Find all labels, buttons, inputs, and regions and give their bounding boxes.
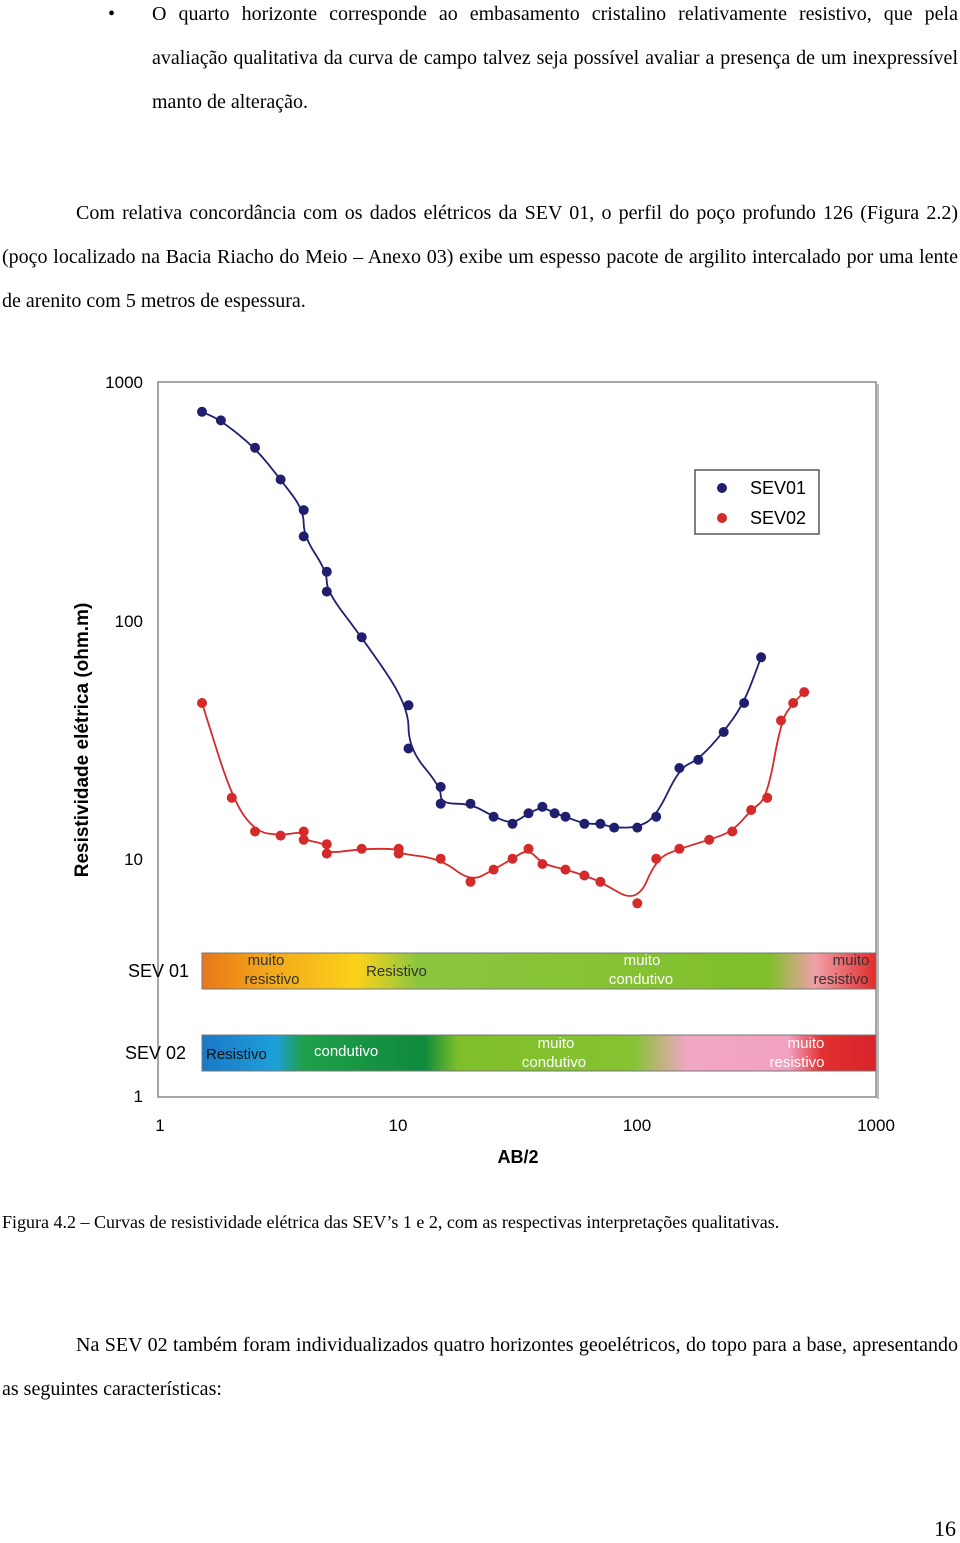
data-point-sev01-29 [756, 652, 766, 662]
data-point-sev01-12 [436, 799, 446, 809]
data-point-sev02-28 [788, 698, 798, 708]
data-point-sev02-8 [357, 844, 367, 854]
data-point-sev02-14 [508, 854, 518, 864]
data-point-sev02-11 [436, 854, 446, 864]
y-tick-labels [105, 373, 143, 1106]
sev01-segment-2: Resistivo [366, 963, 427, 980]
data-point-sev02-10 [394, 849, 404, 859]
data-point-sev02-25 [746, 805, 756, 815]
data-point-sev01-8 [357, 632, 367, 642]
y-tick-10: 10 [124, 850, 143, 869]
data-point-sev02-0 [197, 698, 207, 708]
data-point-sev01-10 [404, 744, 414, 754]
data-point-sev02-27 [776, 716, 786, 726]
sev02-segment-3: muito condutivo [521, 1035, 587, 1071]
sev01-segment-3: muito condutivo [608, 952, 674, 988]
data-point-sev01-20 [579, 819, 589, 829]
y-tick-1000: 1000 [105, 373, 143, 392]
data-point-sev01-4 [299, 505, 309, 515]
x-tick-100: 100 [622, 1116, 652, 1135]
data-point-sev01-16 [524, 808, 534, 818]
data-point-sev01-28 [739, 698, 749, 708]
sev02-segment-1: Resistivo [206, 1046, 267, 1063]
data-point-sev01-3 [276, 475, 286, 485]
legend-label-sev02: SEV02 [750, 508, 807, 528]
data-point-sev02-2 [250, 827, 260, 837]
sev01-segment-1: muito resistivo [244, 952, 300, 988]
data-point-sev02-22 [674, 844, 684, 854]
data-point-sev01-6 [322, 567, 332, 577]
x-axis-label: AB/2 [497, 1147, 539, 1167]
data-point-sev01-27 [719, 727, 729, 737]
interpretation-bar-sev01 [128, 952, 876, 989]
data-point-sev02-15 [524, 844, 534, 854]
data-point-sev02-17 [561, 865, 571, 875]
data-point-sev02-18 [579, 871, 589, 881]
x-tick-labels [155, 1116, 895, 1135]
page-number: 16 [934, 1516, 956, 1541]
y-tick-1: 1 [133, 1087, 143, 1106]
data-point-sev01-2 [250, 443, 260, 453]
data-point-sev02-7 [322, 849, 332, 859]
bar-fill-sev01 [202, 953, 876, 989]
legend-marker-sev02 [717, 513, 727, 523]
interpretation-bar-sev02 [125, 1035, 876, 1071]
data-point-sev01-25 [674, 763, 684, 773]
data-point-sev02-24 [727, 827, 737, 837]
bar-label-sev02: SEV 02 [125, 1043, 187, 1063]
data-point-sev02-16 [537, 859, 547, 869]
paragraph-2-text: Na SEV 02 também foram individualizados quatro horizontes geoelétricos, do topo para a base, apresentando as seguintes características: [2, 1334, 958, 1400]
sev02-segment-2: condutivo [314, 1043, 379, 1060]
paragraph-1-text: Com relativa concordância com os dados elétricos da SEV 01, o perfil do poço profundo 126 (Figura 2.2) (poço localizado na Bacia Riacho do Meio – Anexo 03) exibe um espesso pacote de argilito intercalado por uma lente de arenito com 5 metros de espessura. [2, 202, 958, 312]
legend-label-sev01: SEV01 [750, 478, 807, 498]
data-point-sev01-15 [508, 819, 518, 829]
data-point-sev01-5 [299, 531, 309, 541]
x-tick-10: 10 [388, 1116, 408, 1135]
data-point-sev02-6 [322, 839, 332, 849]
data-point-sev01-17 [537, 802, 547, 812]
data-point-sev01-26 [693, 755, 703, 765]
data-point-sev02-1 [227, 793, 237, 803]
data-point-sev01-9 [404, 700, 414, 710]
data-point-sev01-21 [595, 819, 605, 829]
legend-marker-sev01 [717, 483, 727, 493]
data-point-sev02-19 [595, 877, 605, 887]
data-point-sev01-24 [651, 812, 661, 822]
legend [695, 470, 819, 534]
data-point-sev02-12 [466, 877, 476, 887]
data-point-sev02-13 [489, 865, 499, 875]
data-point-sev02-21 [651, 854, 661, 864]
sev02-segment-4: muito resistivo [769, 1035, 825, 1071]
data-point-sev01-13 [466, 799, 476, 809]
data-point-sev02-20 [632, 898, 642, 908]
x-tick-1000: 1000 [857, 1116, 895, 1135]
y-tick-100: 100 [114, 612, 143, 631]
data-point-sev01-19 [561, 812, 571, 822]
body-paragraph-1 [2, 191, 958, 323]
data-point-sev01-22 [609, 823, 619, 833]
bar-label-sev01: SEV 01 [128, 961, 190, 981]
x-tick-1: 1 [155, 1116, 165, 1135]
data-point-sev02-26 [762, 793, 772, 803]
body-paragraph-2 [2, 1323, 958, 1411]
data-point-sev02-29 [799, 687, 809, 697]
data-point-sev01-23 [632, 823, 642, 833]
bullet-dot-icon: • [108, 3, 116, 25]
data-point-sev01-1 [216, 415, 226, 425]
data-point-sev02-3 [276, 831, 286, 841]
data-point-sev02-5 [299, 835, 309, 845]
figure-caption: Figura 4.2 – Curvas de resistividade elétrica das SEV’s 1 e 2, com as respectivas interpretações qualitativas. [2, 1212, 780, 1232]
data-point-sev01-11 [436, 782, 446, 792]
resistivity-chart [0, 360, 960, 1180]
data-point-sev01-7 [322, 587, 332, 597]
bullet-text: O quarto horizonte corresponde ao embasamento cristalino relativamente resistivo, que pela avaliação qualitativa da curva de campo talvez seja possível avaliar a presença de um inexpressível manto de alteração. [152, 3, 958, 113]
y-axis-label: Resistividade elétrica (ohm.m) [72, 602, 93, 878]
sev01-segment-4: muito resistivo [813, 952, 870, 988]
data-point-sev01-0 [197, 407, 207, 417]
data-point-sev01-14 [489, 812, 499, 822]
data-point-sev02-23 [704, 835, 714, 845]
data-point-sev01-18 [550, 808, 560, 818]
